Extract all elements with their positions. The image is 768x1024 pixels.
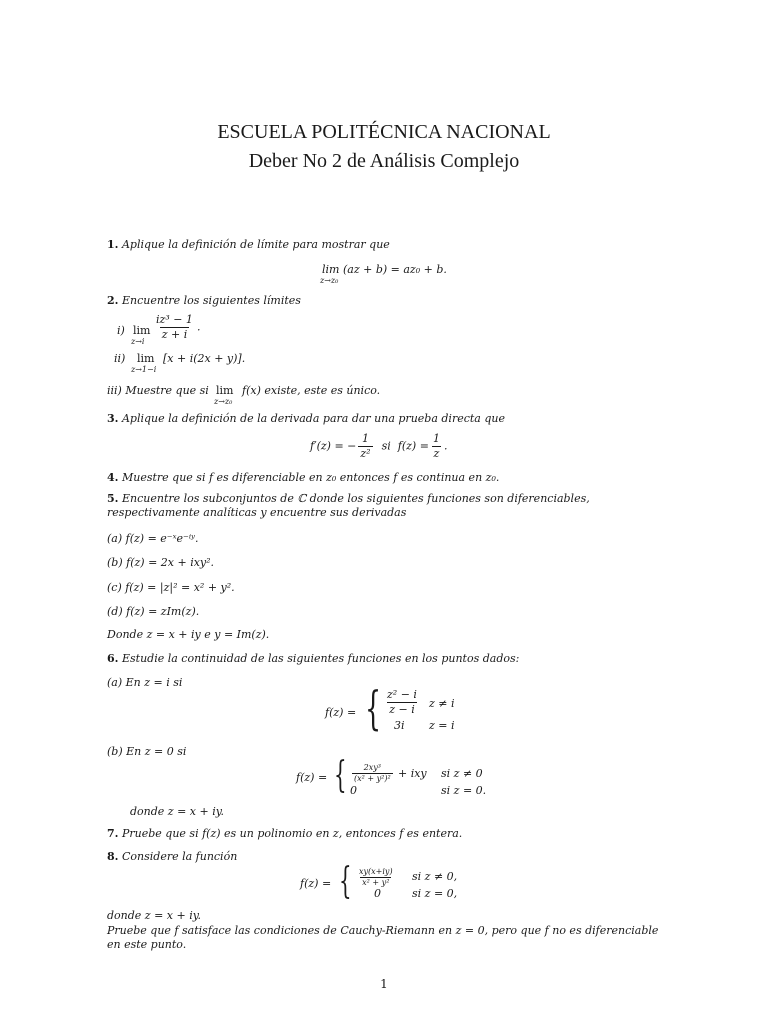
equation-1: lim (az + b) = az₀ + b. (322, 263, 447, 276)
case-6b-condition-1: si z ≠ 0 (441, 767, 483, 780)
case-6b-value-1 (350, 763, 395, 784)
limit-subscript: z→1−i (131, 365, 157, 374)
item-5c: (c) f(z) = |z|² = x² + y². (107, 581, 235, 594)
period: . (443, 439, 448, 453)
question-text: Pruebe que si f(z) es un polinomio en z, entonces f es entera. (121, 827, 463, 840)
item-5a: (a) f(z) = e⁻ˣe⁻ⁱʸ. (107, 532, 199, 545)
denominator: (x² + y²)² (354, 774, 391, 783)
limit-operator: lim (133, 324, 151, 337)
definition-note: donde z = x + iy. (107, 909, 201, 922)
question-1 (107, 238, 390, 252)
case-8-value-1 (355, 867, 397, 888)
limit-subscript: z→i (131, 337, 145, 346)
left-brace: { (339, 861, 352, 902)
denominator: z (433, 447, 440, 460)
question-number: 6. (107, 652, 119, 665)
question-text: Muestre que si f es diferenciable en z₀ entonces f es continua en z₀. (121, 471, 500, 484)
question-number: 8. (107, 850, 119, 863)
case-6a-condition-1: z ≠ i (429, 697, 455, 710)
numerator: 1 (361, 432, 369, 445)
period: . (196, 320, 201, 334)
question-6 (107, 652, 519, 666)
denominator: x² + y² (362, 878, 390, 887)
question-number: 7. (107, 827, 119, 840)
piecewise-label: f(z) = (296, 771, 328, 784)
institution-title: ESCUELA POLITÉCNICA NACIONAL (217, 121, 551, 143)
question-text: Considere la función (121, 850, 238, 863)
question-number: 1. (107, 238, 119, 251)
question-8 (107, 850, 237, 864)
question-text: Encuentre los siguientes límites (121, 294, 301, 307)
numerator: 1 (432, 432, 440, 445)
page-number: 1 (380, 977, 388, 991)
question-number: 2. (107, 294, 119, 307)
item-2-iii-text-a: iii) Muestre que si (107, 384, 209, 397)
question-number: 5. (107, 492, 119, 505)
denominator: z − i (389, 703, 415, 716)
left-brace: { (365, 681, 382, 735)
lhs: f′(z) = − (310, 439, 357, 453)
item-2-iii-text-b: f(x) existe, este es único. (242, 384, 381, 397)
question-8-task: Pruebe que f satisface las condiciones de Cauchy-Riemann en z = 0, pero que f no es diferenciable en este punto. (107, 924, 659, 951)
case-8-condition-1: si z ≠ 0, (412, 870, 458, 883)
question-4 (107, 471, 499, 485)
definition-note: Donde z = x + iy e y = Im(z). (107, 628, 270, 641)
question-5 (107, 492, 667, 520)
case-8-condition-2: si z = 0, (412, 887, 458, 900)
rhs: f(z) = (397, 439, 429, 453)
fraction-2i (152, 313, 200, 342)
question-3 (107, 412, 505, 426)
question-number: 3. (107, 412, 119, 425)
assignment-title: Deber No 2 de Análisis Complejo (248, 150, 520, 172)
definition-note: donde z = x + iy. (130, 805, 224, 818)
item-5b: (b) f(z) = 2x + ixy². (107, 556, 215, 569)
case-8-value-2: 0 (374, 887, 381, 900)
case-6b-value-2: 0 (350, 784, 357, 797)
item-2-ii-label: ii) (114, 352, 126, 365)
case-6a-value-2: 3i (394, 719, 405, 732)
question-text: Aplique la definición de límite para mostrar que (121, 238, 390, 251)
numerator: xy(x+iy) (359, 867, 393, 876)
denominator: z² (360, 447, 371, 460)
item-2-i-label: i) (117, 324, 125, 337)
numerator: z² − i (387, 688, 417, 701)
case-6a-condition-2: z = i (429, 719, 455, 732)
denominator: z + i (161, 328, 188, 341)
question-7 (107, 827, 462, 841)
case-6a-value-1 (383, 688, 421, 717)
item-5d: (d) f(z) = zIm(z). (107, 605, 200, 618)
item-6b: (b) En z = 0 si (107, 745, 187, 758)
limit-subscript: z→z₀ (320, 276, 339, 285)
equation-3 (310, 432, 447, 461)
question-text: Aplique la definición de la derivada para dar una prueba directa que (121, 412, 505, 425)
limit-subscript: z→z₀ (214, 397, 233, 406)
question-text: Encuentre los subconjuntos de ℂ donde los siguientes funciones son diferenciables, respectivamente analíticas y encuentre sus derivadas (107, 492, 590, 519)
limit-operator: lim (137, 352, 155, 365)
case-6b-condition-2: si z = 0. (441, 784, 487, 797)
piecewise-label: f(z) = (325, 706, 357, 719)
case-6b-plus: + ixy (398, 767, 427, 780)
numerator: iz³ − 1 (156, 313, 193, 326)
question-2 (107, 294, 301, 308)
question-number: 4. (107, 471, 119, 484)
limit-operator: lim (216, 384, 234, 397)
left-brace: { (334, 755, 347, 796)
question-text: Estudie la continuidad de las siguientes funciones en los puntos dados: (121, 652, 520, 665)
expression-2ii: [x + i(2x + y)]. (163, 352, 246, 365)
si-word: si (381, 439, 391, 453)
numerator: 2xy³ (363, 763, 381, 772)
piecewise-label: f(z) = (300, 877, 332, 890)
item-6a: (a) En z = i si (107, 676, 183, 689)
